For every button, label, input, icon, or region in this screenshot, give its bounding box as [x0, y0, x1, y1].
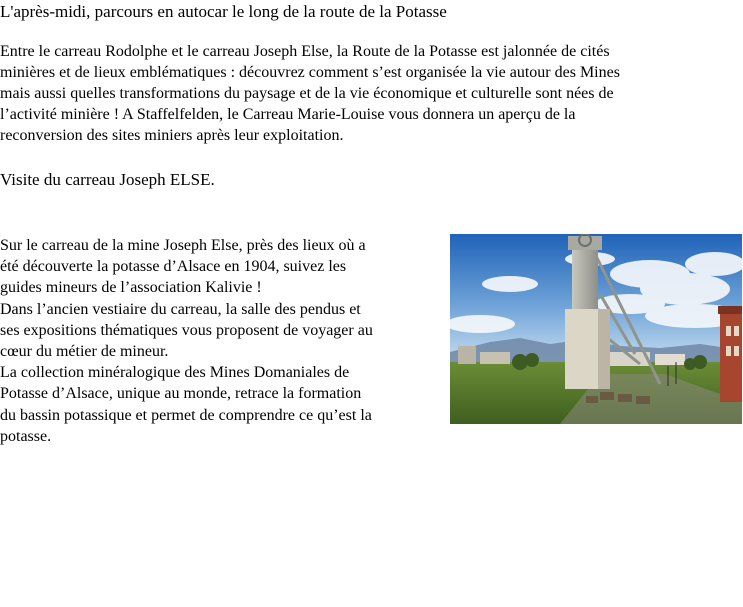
headframe-tower	[572, 244, 598, 314]
visit-line: guides mineurs de l’association Kalivie !	[0, 279, 262, 297]
visit-line: Sur le carreau de la mine Joseph Else, près des lieux où a	[0, 237, 366, 254]
intro-line: reconversion des sites miniers après leur exploitation.	[0, 127, 344, 144]
distant-building	[480, 352, 510, 364]
photo-illustration	[450, 234, 742, 424]
visit-line: ses expositions thématiques vous proposent de voyager au	[0, 321, 373, 339]
visit-line: Potasse d’Alsace, unique au monde, retrace la formation	[0, 385, 362, 403]
visit-line: Dans l’ancien vestiaire du carreau, la salle des pendus et	[0, 300, 361, 318]
visit-line: potasse.	[0, 427, 52, 445]
brick-building	[720, 312, 742, 402]
distant-building	[458, 346, 476, 364]
visit-line: La collection minéralogique des Mines Domaniales de	[0, 364, 350, 382]
intro-paragraph	[0, 41, 740, 146]
visit-line: été découverte la potasse d’Alsace en 1904, suivez les	[0, 258, 347, 276]
brick-building-roof	[718, 306, 742, 314]
intro-line: minières et de lieux emblématiques : découvrez comment s’est organisée la vie autour des Mines	[0, 64, 620, 81]
intro-line: l’activité minière ! A Staffelfelden, le Carreau Marie-Louise vous donnera un aperçu de la	[0, 106, 576, 123]
visit-line: cœur du métier de mineur.	[0, 343, 169, 361]
visit-heading: Visite du carreau Joseph ELSE.	[0, 170, 215, 189]
visit-paragraph	[0, 235, 440, 447]
intro-line: Entre le carreau Rodolphe et le carreau Joseph Else, la Route de la Potasse est jalonnée de cités	[0, 43, 610, 60]
mine-headframe-photo	[450, 234, 742, 424]
visit-line: du bassin potassique et permet de comprendre ce qu’est la	[0, 406, 372, 424]
intro-line: mais aussi quelles transformations du paysage et de la vie économique et culturelle sont nées de	[0, 85, 614, 102]
afternoon-heading: L'après-midi, parcours en autocar le long de la route de la Potasse	[0, 2, 447, 21]
tower-building-shade	[598, 309, 610, 389]
distant-building	[655, 354, 685, 365]
headframe-head	[568, 236, 602, 250]
